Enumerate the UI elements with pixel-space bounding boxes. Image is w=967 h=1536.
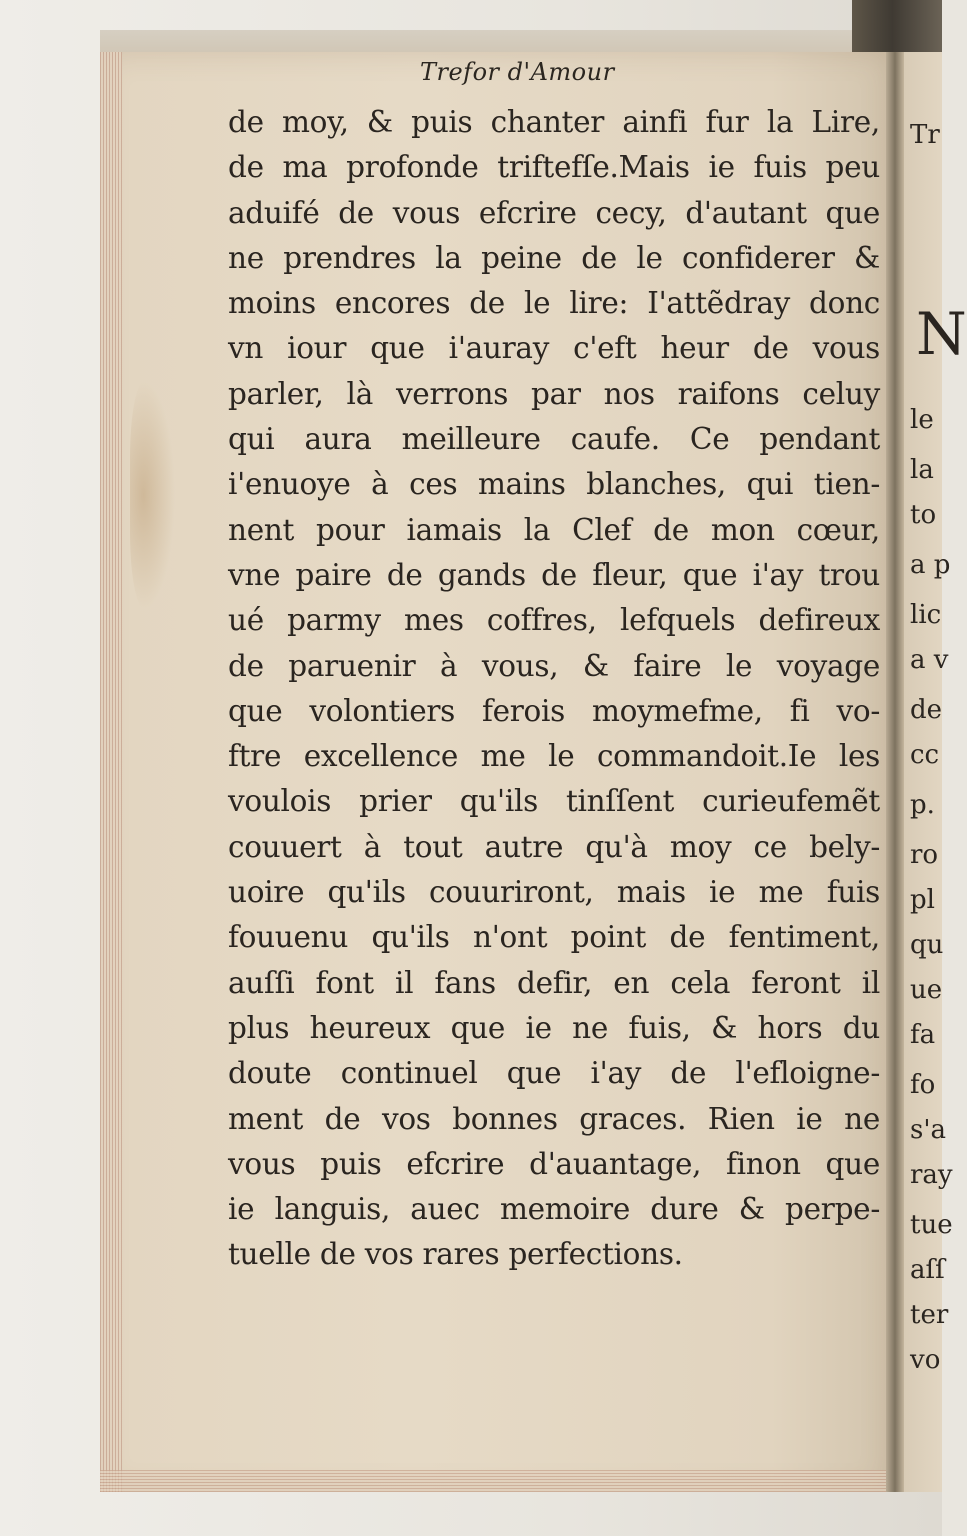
text-line: vn iour que i'auray c'eft heur de vous — [228, 331, 880, 366]
facing-page-fragment: aſſ — [910, 1255, 945, 1285]
facing-page-fragment: ray — [910, 1160, 953, 1190]
page-text-block — [228, 100, 880, 1278]
facing-page-fragment: la — [910, 455, 934, 485]
text-line: ment de vos bonnes graces. Rien ie ne — [228, 1101, 880, 1136]
facing-page-fragment: tue — [910, 1210, 953, 1240]
book-gutter — [886, 52, 904, 1492]
facing-page-fragment: ro — [910, 840, 939, 870]
page-edges — [100, 52, 122, 1492]
text-line: uoire qu'ils couuriront, mais ie me fuis — [228, 875, 880, 910]
text-line: ie languis, auec memoire dure & perpe- — [228, 1192, 880, 1227]
facing-page-fragment: s'a — [910, 1115, 946, 1145]
text-line: nent pour iamais la Clef de mon cœur, — [228, 512, 880, 547]
facing-page-fragment: fo — [910, 1070, 936, 1100]
text-line: fouuenu qu'ils n'ont point de fentiment, — [228, 920, 880, 955]
text-line: parler, là verrons par nos raifons celuy — [228, 376, 880, 411]
text-line: auſſi font il fans defir, en cela feront il — [228, 965, 880, 1000]
text-line: i'enuoye à ces mains blanches, qui tien- — [228, 467, 880, 502]
facing-page-fragment: ter — [910, 1300, 949, 1330]
facing-page-fragment: ue — [910, 975, 943, 1005]
facing-page-fragment: lic — [910, 600, 942, 630]
text-line: de paruenir à vous, & faire le voyage — [228, 648, 880, 683]
text-line: tuelle de vos rares perfections. — [228, 1237, 683, 1272]
text-line: ué parmy mes coffres, lefquels defireux — [228, 603, 880, 638]
facing-page-fragment: Tr — [910, 120, 940, 150]
text-line: ne prendres la peine de le confiderer & — [228, 240, 880, 275]
text-line: moins encores de le lire: I'attẽdray donc — [228, 286, 880, 321]
text-line: que volontiers ferois moymefme, fi vo- — [228, 693, 880, 728]
text-line: vous puis efcrire d'auantage, finon que — [228, 1146, 880, 1181]
facing-page-fragment: le — [910, 405, 934, 435]
facing-page-fragment: cc — [910, 740, 940, 770]
water-stain — [130, 380, 175, 610]
text-line: doute continuel que i'ay de l'efloigne- — [228, 1056, 880, 1091]
text-line: couuert à tout autre qu'à moy ce bely- — [228, 829, 880, 864]
text-line: aduifé de vous efcrire cecy, d'autant que — [228, 195, 880, 230]
facing-page-fragment: a p — [910, 550, 951, 580]
facing-page-fragment: to — [910, 500, 937, 530]
book-page-right-partial — [904, 52, 967, 1492]
text-line: ftre excellence me le commandoit.Ie les — [228, 739, 880, 774]
facing-page-fragment: fa — [910, 1020, 936, 1050]
text-line: de ma profonde triftefſe.Mais ie fuis peu — [228, 150, 880, 185]
text-line: de moy, & puis chanter ainfi fur la Lire, — [228, 105, 880, 139]
text-line: vne paire de gands de fleur, que i'ay trou — [228, 557, 880, 592]
facing-page-fragment: vo — [910, 1345, 941, 1375]
facing-page-fragment: a v — [910, 645, 949, 675]
text-line: qui aura meilleure caufe. Ce pendant — [228, 422, 880, 457]
facing-page-fragment: qu — [910, 930, 944, 960]
facing-page-fragment: p. — [910, 790, 935, 820]
text-line: plus heureux que ie ne fuis, & hors du — [228, 1010, 880, 1045]
text-line: voulois prier qu'ils tinſſent curieufemẽt — [228, 784, 880, 819]
page-bottom-edge — [100, 1470, 890, 1492]
facing-page-fragment: de — [910, 695, 943, 725]
facing-page-fragment: pl — [910, 885, 935, 915]
running-head: Trefor d'Amour — [420, 58, 615, 86]
facing-page-fragment: N — [916, 300, 967, 368]
